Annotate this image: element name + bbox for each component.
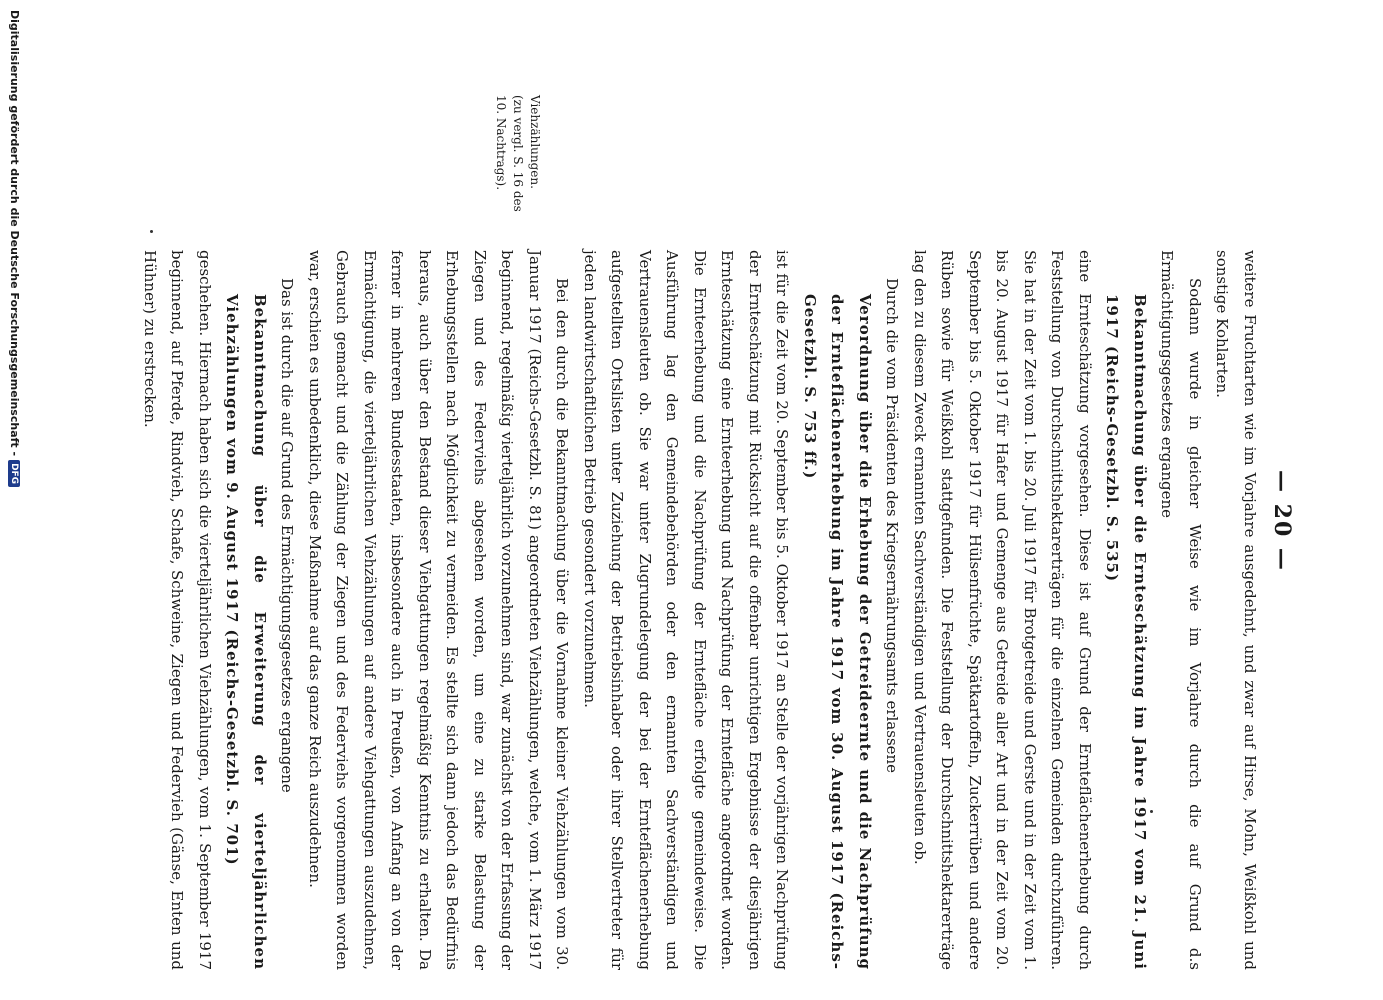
paragraph: Durch die vom Präsidenten des Kriegsernährungsamts erlassene	[883, 278, 902, 774]
page-number: — 20 —	[1269, 470, 1295, 572]
scan-speck	[1150, 810, 1153, 813]
paragraph: Sodann wurde in gleicher Weise wie im Vorjahre durch die auf Grund d.s Ermächtigungsgesetzes ergangene	[1158, 250, 1204, 970]
paragraph: ist für die Zeit vom 20. September bis 5. Oktober 1917 an Stelle der vorjährigen Nachprüfung der Ernteschätzung mit Rücksicht auf die offenbar unrichtigen Ergebnisse der diesjährigen Ernteschätzung eine Ernteerhebung und Nachprüfung der Erntefläche angeordnet worden. Die Ernteerhebung und die Nachprüfung der Erntefläche erfolgte gemeindeweise. Die Ausführung lag den Gemeindebehörden oder den ernannten Sachverständigen und Vertrauensleuten ob. Sie war unter Zugrundelegung der bei der Ernteflächenerhebung aufgestellten Ortslisten unter Zuziehung der Betriebsinhaber oder ihrer Stellvertreter für jeden landwirtschaftlichen Betrieb gesondert vorzunehmen.	[581, 250, 792, 970]
margin-note	[492, 95, 543, 245]
margin-note-line: Viehzählungen.	[528, 95, 542, 189]
dfg-logo: DFG	[9, 460, 21, 487]
paragraph: Bei den durch die Bekanntmachung über die Vornahme kleiner Viehzählungen vom 30. Januar 1917 (Reichs-Gesetzbl. S. 81) angeordneten Viehzählungen, welche, vom 1. März 1917 beginnend, regelmäßig vierteljährlich vorzunehmen sind, war zunächst von der Erfassung der Ziegen und des Federviehs abgesehen worden, um eine zu starke Belastung der Erhebungsstellen nach Möglichkeit zu vermeiden. Es stellte sich dann jedoch das Bedürfnis heraus, auch über den Bestand dieser Viehgattungen regelmäßig Kenntnis zu erhalten. Da ferner in mehreren Bundesstaaten, insbesondere auch in Preußen, von Anfang an von der Ermächtigung, die vierteljährlichen Viehzählungen auf andere Viehgattungen auszudehnen, Gebrauch gemacht und die Zählung der Ziegen und des Federviehs vorgenommen worden war, erschien es unbedenklich, diese Maßnahme auf das ganze Reich auszudehnen.	[306, 250, 572, 970]
margin-note-line: 10. Nachtrags).	[494, 95, 508, 191]
margin-note-line: (zu vergl. S. 16 des	[511, 95, 525, 212]
paragraph: Das ist durch die auf Grund des Ermächtigungsgesetzes ergangene	[278, 278, 297, 793]
decree-title: Bekanntmachung über die Ernteschätzung im Jahre 1917 vom 21. Juni 1917 (Reichs-Gesetzbl. S. 535)	[1103, 294, 1149, 970]
decree-title: Bekanntmachung über die Erweiterung der vierteljährlichen Viehzählungen vom 9. August 1917 (Reichs-Gesetzbl. S. 701)	[223, 294, 269, 970]
body-text	[136, 250, 1264, 970]
scan-speck	[150, 230, 153, 233]
paragraph: eine Ernteschätzung vorgesehen. Diese ist auf Grund der Ernteflächenerhebung durch Feststellung von Durchschnittshektarerträgen für die einzelnen Gemeinden durchzuführen. Sie hat in der Zeit vom 1. bis 20. Juli 1917 für Brotgetreide und Gerste und in der Zeit vom 1. bis 20. August 1917 für Hafer und Gemenge aus Getreide aller Art und in der Zeit vom 20. September bis 5. Oktober 1917 für Hülsenfrüchte, Spätkartoffeln, Zuckerrüben und andere Rüben sowie für Weißkohl stattgefunden. Die Feststellung der Durchschnittshektarerträge lag den zu diesem Zweck ernannten Sachverständigen und Vertrauensleuten ob.	[911, 250, 1094, 970]
credit-text: Digitalisierung gefördert durch die Deutsche Forschungsgemeinschaft -	[8, 10, 21, 457]
decree-title: Verordnung über die Erhebung der Getreideernte und die Nachprüfung der Ernteflächenerhebung im Jahre 1917 vom 30. August 1917 (Reichs-Gesetzbl. S. 753 ff.)	[801, 294, 874, 970]
paragraph: weitere Fruchtarten wie im Vorjahre ausgedehnt, und zwar auf Hirse, Mohn, Weißkohl und sonstige Kohlarten.	[1213, 250, 1259, 970]
digitization-credit	[8, 10, 21, 487]
paragraph: geschehen. Hiernach haben sich die vierteljährlichen Viehzählungen, vom 1. September 1917 beginnend, auf Pferde, Rindvieh, Schafe, Schweine, Ziegen und Federvieh (Gänse, Enten und Hühner) zu erstrecken.	[141, 250, 214, 970]
